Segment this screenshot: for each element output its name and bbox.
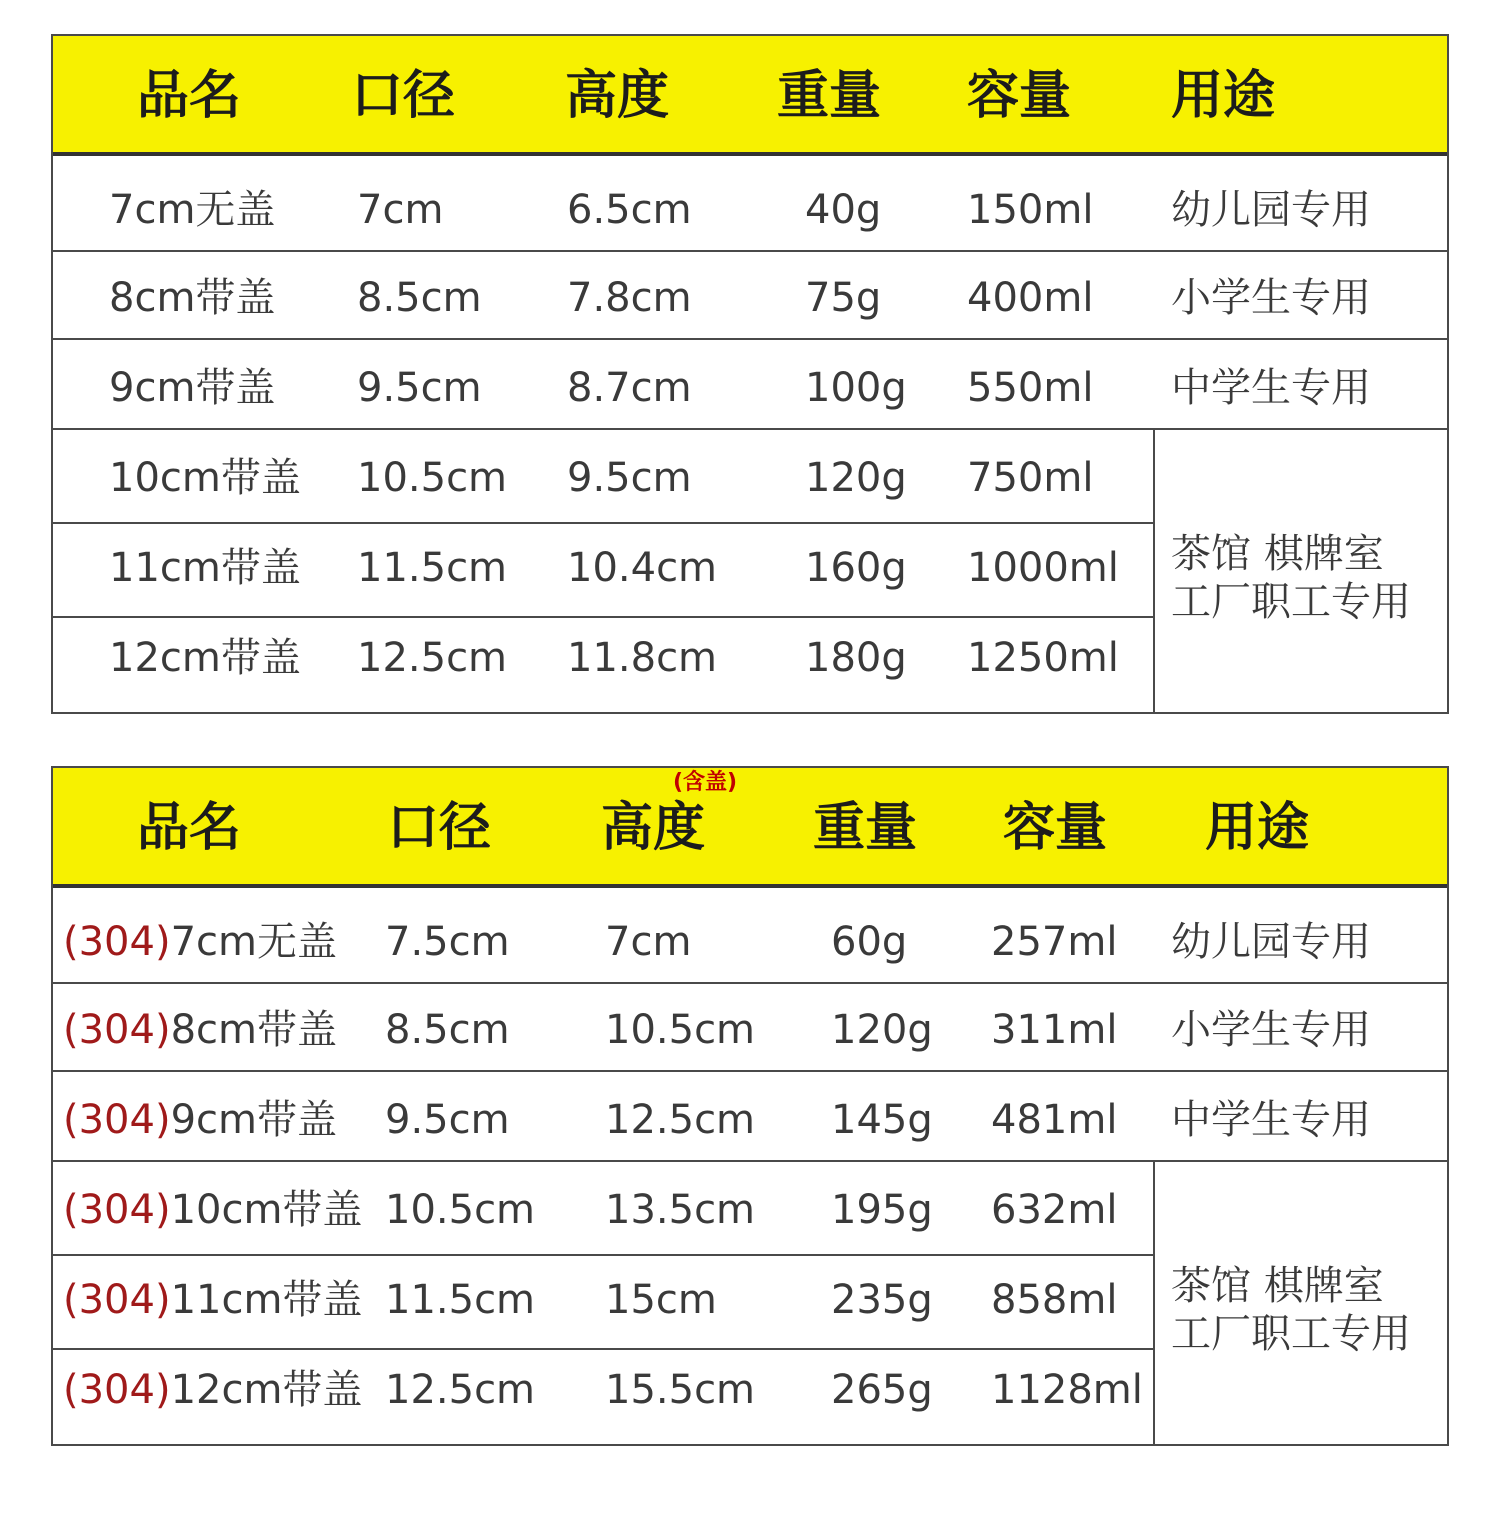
header-capacity: 容量 bbox=[1003, 798, 1108, 858]
cell-name: 8cm带盖 bbox=[109, 275, 276, 321]
cell-capacity: 1128ml bbox=[991, 1367, 1143, 1413]
merged-use-cell bbox=[1171, 530, 1411, 626]
header-height: 高度 bbox=[565, 66, 670, 126]
cell-weight: 180g bbox=[805, 635, 907, 681]
table-header bbox=[53, 36, 1447, 156]
cell-name: 9cm带盖 bbox=[109, 365, 276, 411]
merged-use-line-2: 工厂职工专用 bbox=[1171, 579, 1411, 625]
cell-name-text: 11cm带盖 bbox=[170, 1277, 363, 1323]
header-capacity: 容量 bbox=[967, 66, 1072, 126]
cell-capacity: 481ml bbox=[991, 1097, 1118, 1143]
cell-name-text: 9cm带盖 bbox=[170, 1097, 337, 1143]
cell-diameter: 11.5cm bbox=[385, 1277, 536, 1323]
header-diameter: 口径 bbox=[351, 66, 456, 126]
cell-height: 13.5cm bbox=[605, 1187, 756, 1233]
cell-height: 11.8cm bbox=[567, 635, 718, 681]
cell-use: 小学生专用 bbox=[1171, 1007, 1371, 1053]
cell-diameter: 9.5cm bbox=[385, 1097, 510, 1143]
merged-use-line-1: 茶馆 棋牌室 bbox=[1171, 531, 1384, 577]
cell-height: 7.8cm bbox=[567, 275, 692, 321]
material-prefix: (304) bbox=[63, 919, 171, 965]
header-name: 品名 bbox=[137, 66, 242, 126]
cell-height: 6.5cm bbox=[567, 187, 692, 233]
cell-height: 7cm bbox=[605, 919, 692, 965]
cell-weight: 75g bbox=[805, 275, 882, 321]
height-note: (含盖) bbox=[673, 770, 738, 795]
cell-diameter: 10.5cm bbox=[357, 455, 508, 501]
cell-capacity: 632ml bbox=[991, 1187, 1118, 1233]
cell-use: 小学生专用 bbox=[1171, 275, 1371, 321]
material-prefix: (304) bbox=[63, 1367, 171, 1413]
cell-use: 幼儿园专用 bbox=[1171, 187, 1371, 233]
cell-diameter: 7cm bbox=[357, 187, 444, 233]
spec-table-2 bbox=[51, 766, 1449, 1446]
cell-diameter: 11.5cm bbox=[357, 545, 508, 591]
cell-name bbox=[63, 1006, 337, 1054]
cell-diameter: 8.5cm bbox=[385, 1007, 510, 1053]
cell-weight: 40g bbox=[805, 187, 882, 233]
cell-capacity: 1000ml bbox=[967, 545, 1119, 591]
cell-name bbox=[63, 1276, 362, 1324]
merged-use-cell bbox=[1171, 1262, 1411, 1358]
cell-name: 11cm带盖 bbox=[109, 545, 301, 591]
cell-weight: 195g bbox=[831, 1187, 933, 1233]
header-use: 用途 bbox=[1171, 66, 1276, 126]
spec-table-1 bbox=[51, 34, 1449, 714]
cell-capacity: 550ml bbox=[967, 365, 1094, 411]
cell-weight: 145g bbox=[831, 1097, 933, 1143]
cell-height: 9.5cm bbox=[567, 455, 692, 501]
cell-name bbox=[63, 918, 337, 966]
cell-name: 10cm带盖 bbox=[109, 455, 301, 501]
cell-capacity: 257ml bbox=[991, 919, 1118, 965]
material-prefix: (304) bbox=[63, 1277, 171, 1323]
cell-use: 中学生专用 bbox=[1171, 365, 1371, 411]
cell-capacity: 400ml bbox=[967, 275, 1094, 321]
cell-name bbox=[63, 1096, 337, 1144]
cell-diameter: 10.5cm bbox=[385, 1187, 536, 1233]
cell-weight: 120g bbox=[831, 1007, 933, 1053]
cell-weight: 120g bbox=[805, 455, 907, 501]
header-weight: 重量 bbox=[813, 798, 918, 858]
cell-capacity: 1250ml bbox=[967, 635, 1119, 681]
cell-weight: 100g bbox=[805, 365, 907, 411]
cell-diameter: 9.5cm bbox=[357, 365, 482, 411]
cell-capacity: 150ml bbox=[967, 187, 1094, 233]
cell-diameter: 7.5cm bbox=[385, 919, 510, 965]
header-weight: 重量 bbox=[777, 66, 882, 126]
cell-weight: 235g bbox=[831, 1277, 933, 1323]
cell-name bbox=[63, 1366, 362, 1414]
cell-name-text: 8cm带盖 bbox=[170, 1007, 337, 1053]
cell-capacity: 750ml bbox=[967, 455, 1094, 501]
cell-name-text: 12cm带盖 bbox=[170, 1367, 363, 1413]
cell-name-text: 10cm带盖 bbox=[170, 1187, 363, 1233]
cell-height: 15.5cm bbox=[605, 1367, 756, 1413]
header-use: 用途 bbox=[1205, 798, 1310, 858]
merged-use-line-1: 茶馆 棋牌室 bbox=[1171, 1263, 1384, 1309]
cell-use: 中学生专用 bbox=[1171, 1097, 1371, 1143]
material-prefix: (304) bbox=[63, 1187, 171, 1233]
cell-name: 7cm无盖 bbox=[109, 187, 276, 233]
table-header bbox=[53, 768, 1447, 888]
cell-name-text: 7cm无盖 bbox=[170, 919, 337, 965]
header-diameter: 口径 bbox=[387, 798, 492, 858]
material-prefix: (304) bbox=[63, 1007, 171, 1053]
cell-capacity: 858ml bbox=[991, 1277, 1118, 1323]
cell-height: 8.7cm bbox=[567, 365, 692, 411]
header-height: 高度 bbox=[601, 798, 706, 858]
material-prefix: (304) bbox=[63, 1097, 171, 1143]
cell-use: 幼儿园专用 bbox=[1171, 919, 1371, 965]
cell-height: 15cm bbox=[605, 1277, 717, 1323]
cell-diameter: 8.5cm bbox=[357, 275, 482, 321]
cell-diameter: 12.5cm bbox=[385, 1367, 536, 1413]
cell-name bbox=[63, 1186, 362, 1234]
cell-weight: 265g bbox=[831, 1367, 933, 1413]
cell-capacity: 311ml bbox=[991, 1007, 1118, 1053]
header-name: 品名 bbox=[137, 798, 242, 858]
cell-height: 10.4cm bbox=[567, 545, 718, 591]
cell-weight: 160g bbox=[805, 545, 907, 591]
cell-diameter: 12.5cm bbox=[357, 635, 508, 681]
cell-height: 10.5cm bbox=[605, 1007, 756, 1053]
cell-name: 12cm带盖 bbox=[109, 635, 301, 681]
merged-use-line-2: 工厂职工专用 bbox=[1171, 1311, 1411, 1357]
cell-height: 12.5cm bbox=[605, 1097, 756, 1143]
cell-weight: 60g bbox=[831, 919, 908, 965]
